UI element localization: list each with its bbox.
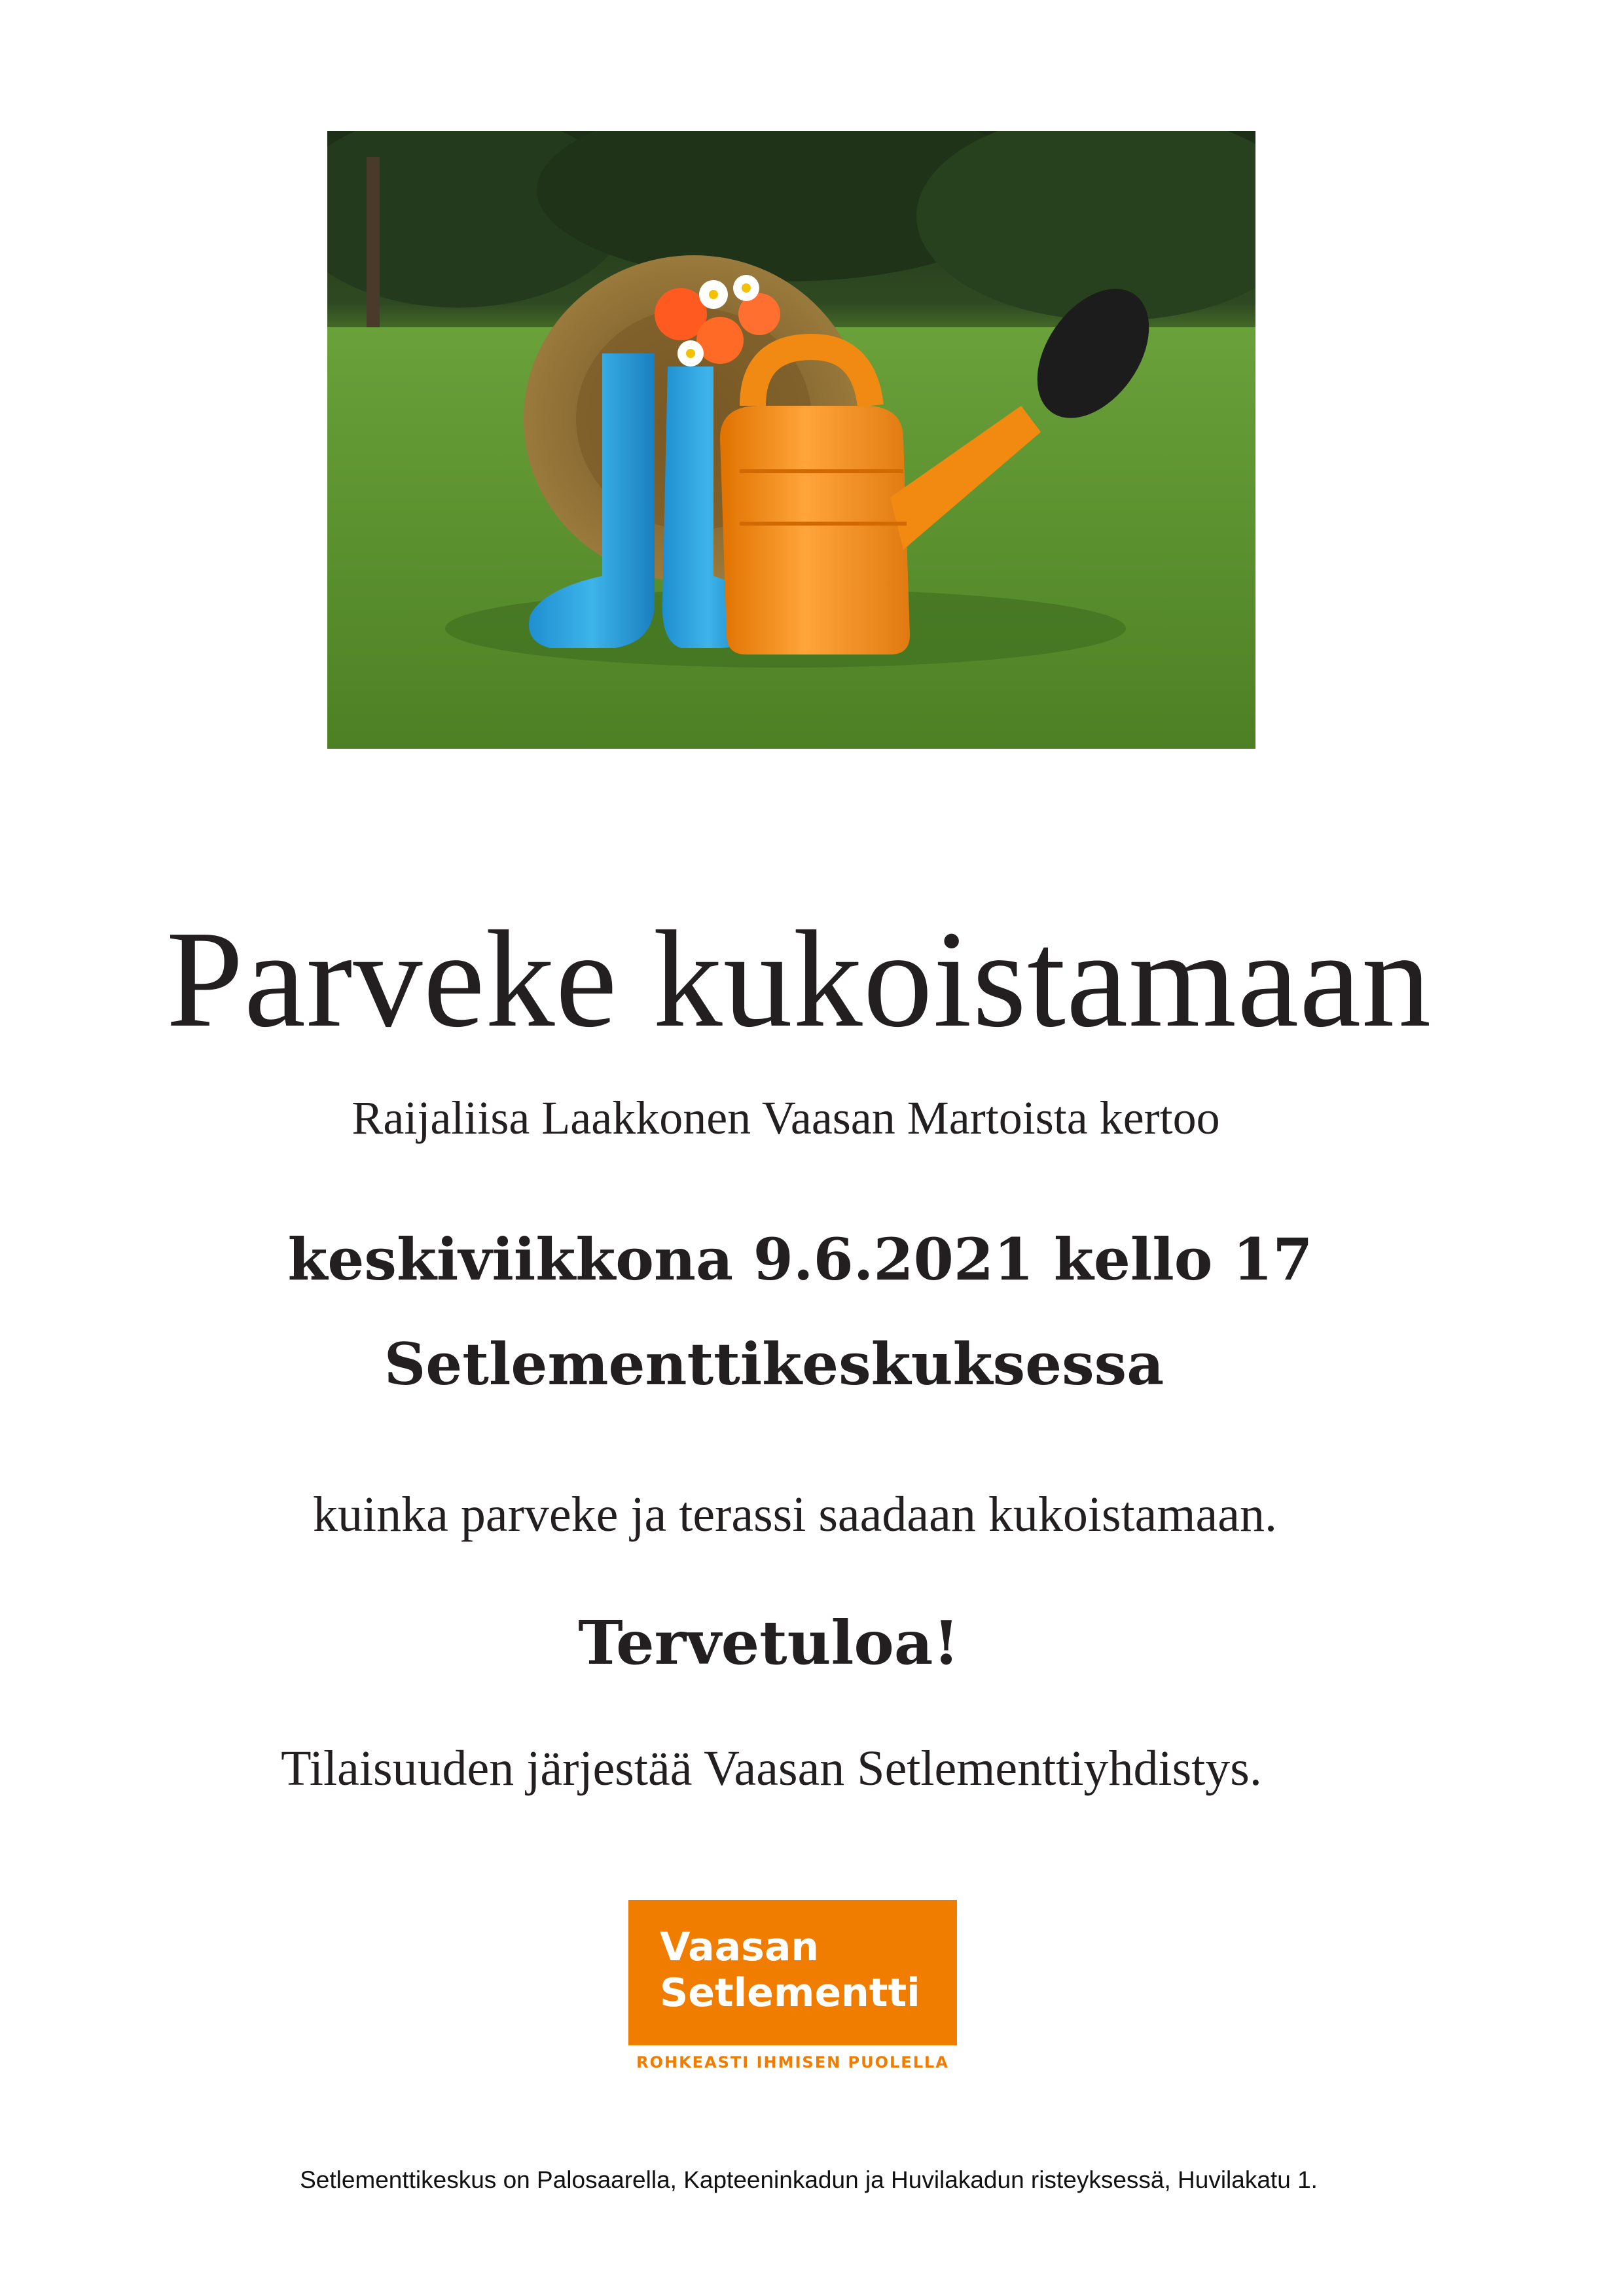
logo-line-1: Vaasan <box>660 1924 820 1970</box>
logo-tagline: ROHKEASTI IHMISEN PUOLELLA <box>636 2053 949 2072</box>
footer-address: Setlementtikeskus on Palosaarella, Kapteeninkadun ja Huvilakadun risteyksessä, Huvilakatu 1. <box>300 2166 1318 2193</box>
welcome-text: Tervetuloa! <box>578 1607 960 1678</box>
vaasan-setlementti-logo <box>628 1900 957 2045</box>
logo-line-2: Setlementti <box>660 1970 920 2016</box>
garden-photo <box>327 131 1255 749</box>
organizer-text: Tilaisuuden järjestää Vaasan Setlementtiyhdistys. <box>281 1741 1262 1796</box>
event-date: keskiviikkona 9.6.2021 kello 17 <box>287 1225 1313 1293</box>
event-description: kuinka parveke ja terassi saadaan kukoistamaan. <box>313 1487 1277 1542</box>
garden-photo-icon <box>327 131 1255 749</box>
page-title: Parveke kukoistamaan <box>166 902 1432 1056</box>
event-venue: Setlementtikeskuksessa <box>384 1330 1164 1398</box>
speaker-line: Raijaliisa Laakkonen Vaasan Martoista kertoo <box>352 1092 1220 1144</box>
